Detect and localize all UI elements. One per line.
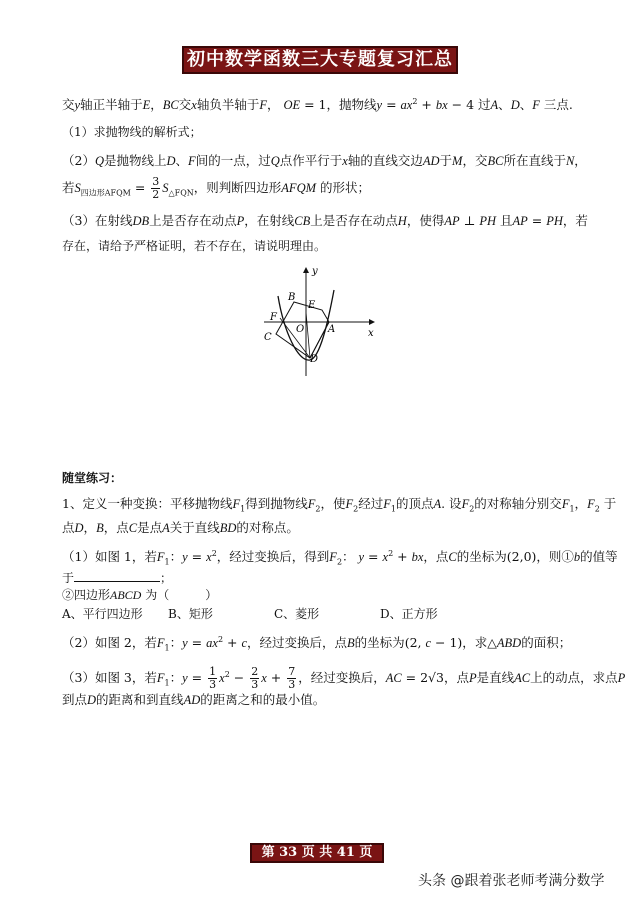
practice-heading: 随堂练习： (62, 471, 123, 485)
label-e: E (308, 300, 316, 311)
answer-blank[interactable] (74, 570, 160, 582)
question-3-continued: 存在，请给予严格证明，若不存在，请说明理由。 (62, 239, 327, 253)
label-d: D (310, 354, 319, 365)
label-y: y (312, 266, 318, 277)
question-3: （3）在射线DB上是否存在动点P，在射线CB上是否存在动点H，使得AP ⊥ PH 且AP = PH，若 (62, 213, 588, 228)
practice-sub-1-blank: 于 ； (62, 571, 173, 585)
label-a: A (328, 324, 336, 335)
segment-ed (306, 312, 310, 358)
practice-sub-3: （3）如图 3，若$F_1$：y = $\frac{1}{3}$ $x^2$ − $\frac{2}{3}$ x + $\frac{7}{3}$ ，经过变换后，AC = 2√3，点P是直线AC上的动点，求点P (62, 665, 626, 691)
label-x: x (368, 328, 374, 339)
problem-intro: 交y轴正半轴于E，BC交x轴负半轴于F， OE = 1，抛物线$y = ax^2$ + bx − 4 过A、D、F 三点. (62, 97, 573, 113)
label-c: C (264, 332, 272, 343)
question-2: （2）Q是抛物线上D、F间的一点，过Q点作平行于x轴的直线交边AD于M，交BC所在直线于N， (62, 153, 587, 168)
question-1: （1）求抛物线的解析式； (62, 125, 202, 139)
practice-sub-3-continued: 到点D的距离和到直线AD的距离之和的最小值。 (62, 692, 326, 707)
label-o: O (296, 324, 305, 335)
practice-1-continued: 点D，B，点C是点A关于直线BD的对称点。 (62, 520, 299, 535)
option-a: A、平行四边形 (62, 607, 143, 621)
watermark: 头条 @跟着张老师考满分数学 (418, 873, 605, 889)
label-b: B (288, 292, 296, 303)
page-number: 第 33 页 共 41 页 (250, 843, 384, 863)
practice-sub-1: （1）如图 1，若$F_1$：$y = x^2$，经过变换后，得到$F_2$： $y = x^2$ + bx，点C的坐标为(2,0)，则①b的值等 (62, 549, 618, 567)
parabola-figure (256, 262, 382, 382)
practice-sub-1-part-2: ②四边形ABCD 为（ ） (62, 588, 218, 602)
segment-ad (310, 322, 329, 358)
practice-options (62, 606, 582, 622)
page-title: 初中数学函数三大专题复习汇总 (182, 46, 458, 74)
practice-1: 1、定义一种变换：平移抛物线$F_1$得到抛物线$F_2$，使$F_2$经过$F_1$的顶点A. 设$F_2$的对称轴分别交$F_1$，$F_2$ 于 (62, 496, 617, 514)
question-2-condition: 若$S_{四边形AFQM}$ = $\frac{3}{2}$ $S_{\triangle FQN}$，则判断四边形AFQM 的形状； (62, 175, 371, 201)
option-d: D、正方形 (380, 607, 438, 621)
practice-sub-2: （2）如图 2，若$F_1$：$y = ax^2 + c$，经过变换后，点B的坐标为(2, c − 1)，求△ABD的面积； (62, 635, 572, 653)
option-b: B、矩形 (168, 607, 213, 621)
label-f: F (270, 312, 277, 323)
option-c: C、菱形 (274, 607, 320, 621)
